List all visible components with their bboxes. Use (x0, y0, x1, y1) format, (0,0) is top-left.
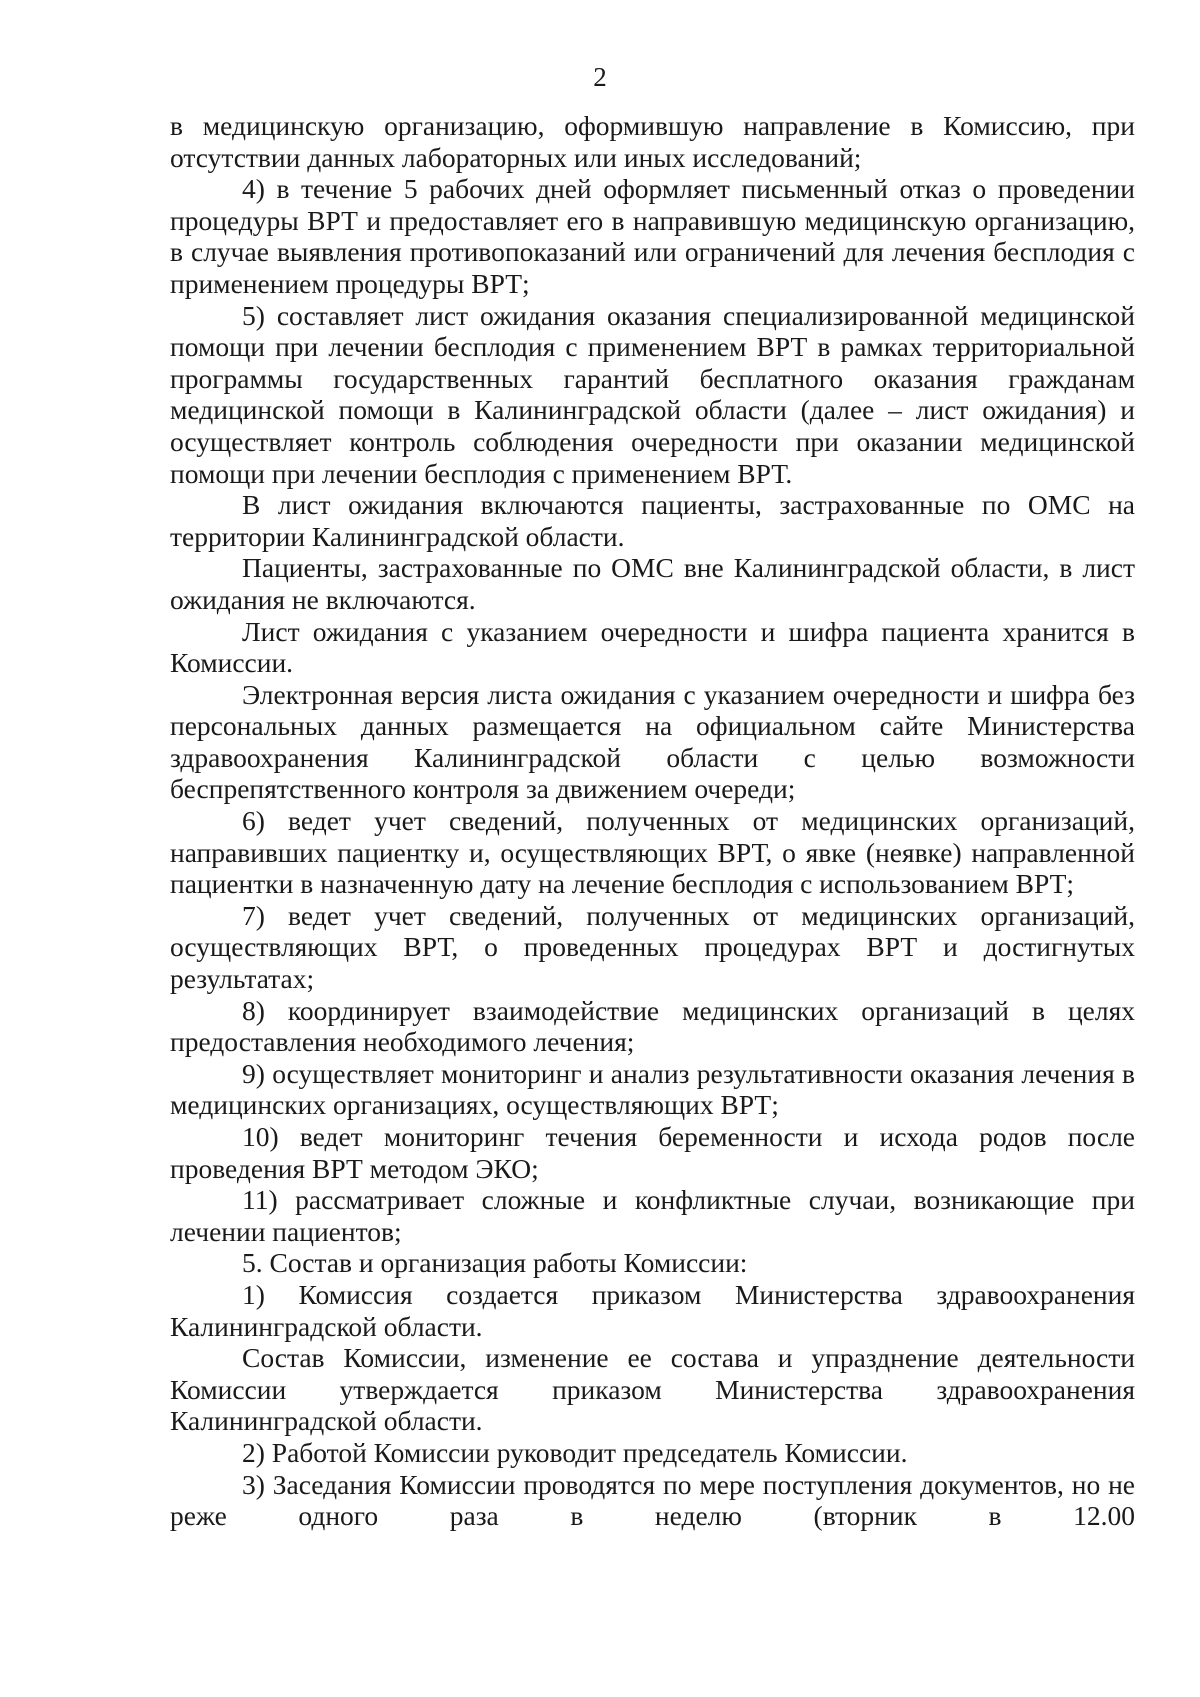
paragraph-item-9: 9) осуществляет мониторинг и анализ результативности оказания лечения в медицинских организациях, осуществляющих ВРТ; (170, 1057, 1135, 1121)
paragraph-waitlist-electronic: Электронная версия листа ожидания с указанием очередности и шифра без персональных данных размещается на официальном сайте Министерства здравоохранения Калининградской области с целью возможности беспрепятственного контроля за движением очереди; (170, 678, 1135, 805)
page-number: 2 (593, 62, 607, 92)
paragraph-waitlist-inclusion: В лист ожидания включаются пациенты, застрахованные по ОМС на территории Калининградской области. (170, 489, 1135, 552)
paragraph-item-7: 7) ведет учет сведений, полученных от медицинских организаций, осуществляющих ВРТ, о проведенных процедурах ВРТ и достигнутых результатах; (170, 899, 1135, 995)
paragraph-item-10: 10) ведет мониторинг течения беременности и исхода родов после проведения ВРТ методом ЭКО; (170, 1121, 1135, 1184)
paragraph-continuation: в медицинскую организацию, оформившую направление в Комиссию, при отсутствии данных лабораторных или иных исследований; (170, 110, 1135, 173)
paragraph-section5-item-1: 1) Комиссия создается приказом Министерства здравоохранения Калининградской области. (170, 1278, 1135, 1342)
paragraph-waitlist-exclusion: Пациенты, застрахованные по ОМС вне Калининградской области, в лист ожидания не включаются. (170, 552, 1135, 615)
paragraph-waitlist-storage: Лист ожидания с указанием очередности и шифра пациента хранится в Комиссии. (170, 615, 1135, 679)
document-body (170, 110, 1135, 1532)
paragraph-item-8: 8) координирует взаимодействие медицинских организаций в целях предоставления необходимого лечения; (170, 994, 1135, 1058)
paragraph-item-4: 4) в течение 5 рабочих дней оформляет письменный отказ о проведении процедуры ВРТ и предоставляет его в направившую медицинскую организацию, в случае выявления противопоказаний или ограничений для лечения бесплодия с применением процедуры ВРТ; (170, 173, 1135, 299)
paragraph-item-11: 11) рассматривает сложные и конфликтные случаи, возникающие при лечении пациентов; (170, 1184, 1135, 1247)
paragraph-commission-composition: Состав Комиссии, изменение ее состава и упразднение деятельности Комиссии утверждается приказом Министерства здравоохранения Калининградской области. (170, 1342, 1135, 1437)
paragraph-section5-item-3: 3) Заседания Комиссии проводятся по мере поступления документов, но не реже одного раза в неделю (вторник в 12.00 (170, 1468, 1135, 1532)
paragraph-item-5: 5) составляет лист ожидания оказания специализированной медицинской помощи при лечении бесплодия с применением ВРТ в рамках территориальной программы государственных гарантий бесплатного оказания гражданам медицинской помощи в Калининградской области (далее – лист ожидания) и осуществляет контроль соблюдения очередности при оказании медицинской помощи при лечении бесплодия с применением ВРТ. (170, 299, 1135, 489)
section-heading-5: 5. Состав и организация работы Комиссии: (242, 1247, 748, 1279)
paragraph-section5-item-2: 2) Работой Комиссии руководит председатель Комиссии. (242, 1436, 908, 1468)
paragraph-item-6: 6) ведет учет сведений, полученных от медицинских организаций, направивших пациентку и, осуществляющих ВРТ, о явке (неявке) направленной пациентки в назначенную дату на лечение бесплодия с использованием ВРТ; (170, 805, 1135, 900)
